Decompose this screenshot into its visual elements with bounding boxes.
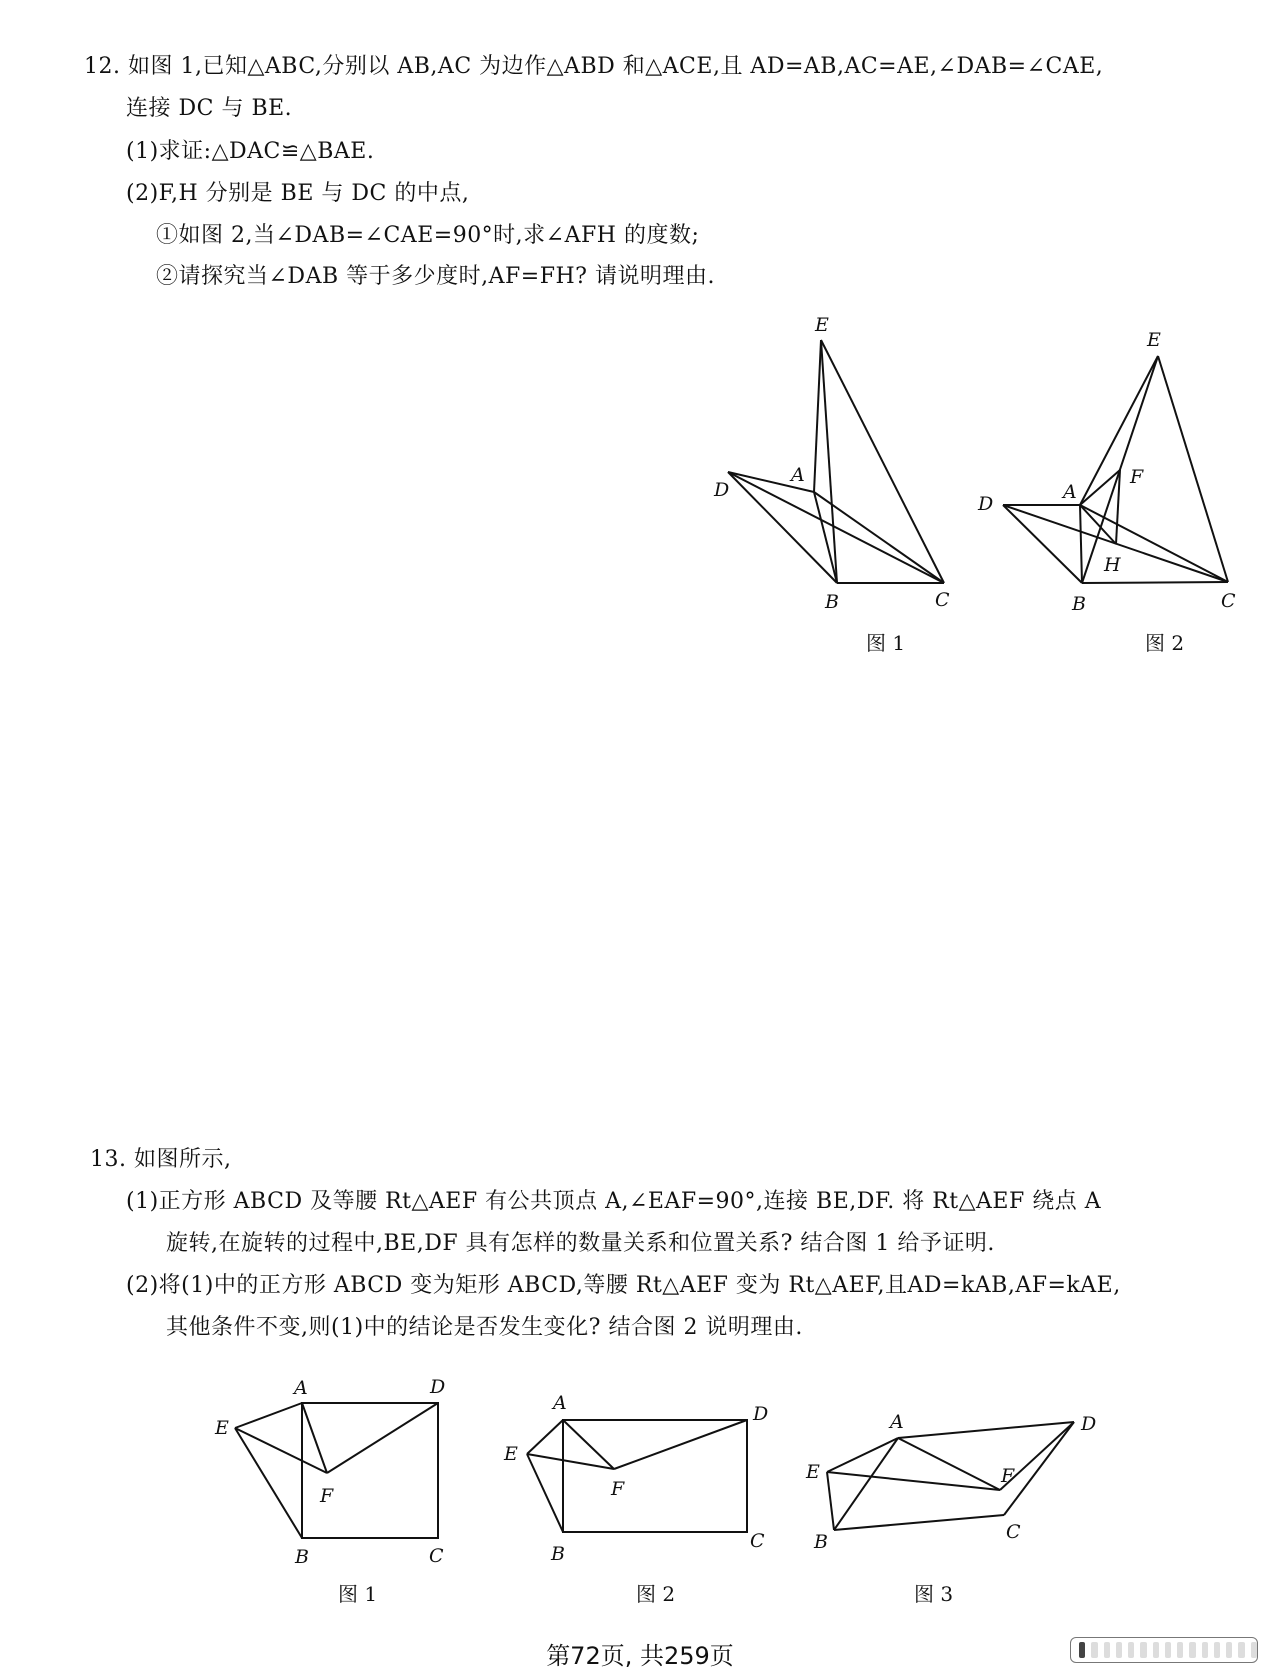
label-D: D xyxy=(1081,1413,1097,1435)
segment-EF xyxy=(827,1472,1000,1490)
label-B: B xyxy=(814,1531,828,1553)
q12-part2-sub1: ①如图 2,当∠DAB=∠CAE=90°时,求∠AFH 的度数; xyxy=(156,223,700,248)
segment-EB xyxy=(821,340,837,583)
segment-AB xyxy=(1080,505,1082,583)
segment-DB xyxy=(728,472,837,583)
segment-FD xyxy=(327,1403,438,1473)
label-F: F xyxy=(1130,466,1144,488)
q12-part2-sub2: ②请探究当∠DAB 等于多少度时,AF=FH? 请说明理由. xyxy=(156,264,715,289)
q12-stem-line1: 12. 如图 1,已知△ABC,分别以 AB,AC 为边作△ABD 和△ACE,且 AD=AB,AC=AE,∠DAB=∠CAE, xyxy=(84,54,1104,79)
label-H: H xyxy=(1104,554,1121,576)
q13-figure-3-caption: 图 3 xyxy=(914,1582,954,1606)
segment-EB xyxy=(527,1454,563,1532)
q13-figure-1-caption: 图 1 xyxy=(338,1582,378,1606)
label-F: F xyxy=(1001,1465,1015,1487)
label-B: B xyxy=(825,591,839,613)
segment-EB xyxy=(1082,356,1158,583)
segment-DB xyxy=(1003,505,1082,583)
q13-figure-2 xyxy=(505,1390,775,1570)
q12-figure-1-caption: 图 1 xyxy=(866,631,906,655)
segment-FD xyxy=(614,1420,747,1469)
q13-figure-1 xyxy=(210,1375,460,1575)
label-E: E xyxy=(504,1443,518,1465)
label-A: A xyxy=(553,1392,567,1414)
segment-AC xyxy=(1080,505,1228,582)
label-A: A xyxy=(791,464,805,486)
label-C: C xyxy=(429,1545,444,1567)
label-C: C xyxy=(935,589,950,611)
label-A: A xyxy=(1063,481,1077,503)
label-D: D xyxy=(978,493,994,515)
segment-EA xyxy=(235,1403,302,1428)
q12-part2: (2)F,H 分别是 BE 与 DC 的中点, xyxy=(126,181,470,206)
label-B: B xyxy=(551,1543,565,1565)
q12-stem-line2: 连接 DC 与 BE. xyxy=(126,96,293,121)
segment-BC xyxy=(834,1515,1004,1530)
segment-CD xyxy=(1004,1422,1074,1515)
view-toggle-strip[interactable] xyxy=(1070,1637,1258,1663)
label-C: C xyxy=(1006,1521,1021,1543)
segment-EA xyxy=(527,1420,563,1454)
q12-figure-2-caption: 图 2 xyxy=(1145,631,1185,655)
label-E: E xyxy=(815,314,829,336)
q13-figure-3 xyxy=(805,1410,1105,1575)
segment-AD xyxy=(898,1422,1074,1438)
label-F: F xyxy=(320,1485,334,1507)
segment-EC xyxy=(1158,356,1228,582)
q13-figure-2-caption: 图 2 xyxy=(636,1582,676,1606)
segment-EA xyxy=(814,340,821,492)
label-D: D xyxy=(714,479,730,501)
label-D: D xyxy=(430,1376,446,1398)
label-A: A xyxy=(890,1411,904,1433)
label-C: C xyxy=(1221,590,1236,612)
q12-part1: (1)求证:△DAC≌△BAE. xyxy=(126,139,375,164)
segment-BC xyxy=(1082,582,1228,583)
q13-part1-line2: 旋转,在旋转的过程中,BE,DF 具有怎样的数量关系和位置关系? 结合图 1 给予证明. xyxy=(166,1231,995,1256)
segment-AF xyxy=(898,1438,1000,1490)
q13-part1-line1: (1)正方形 ABCD 及等腰 Rt△AEF 有公共顶点 A,∠EAF=90°,连接 BE,DF. 将 Rt△AEF 绕点 A xyxy=(126,1189,1102,1214)
q13-part2-line2: 其他条件不变,则(1)中的结论是否发生变化? 结合图 2 说明理由. xyxy=(166,1315,803,1340)
q13-part2-line1: (2)将(1)中的正方形 ABCD 变为矩形 ABCD,等腰 Rt△AEF 变为 Rt△AEF,且AD=kAB,AF=kAE, xyxy=(126,1273,1121,1298)
label-E: E xyxy=(1147,329,1161,351)
page-number: 第72页, 共259页 xyxy=(546,1642,734,1670)
label-A: A xyxy=(294,1377,308,1399)
label-D: D xyxy=(753,1403,769,1425)
label-C: C xyxy=(750,1530,765,1552)
q12-figure-2 xyxy=(975,325,1245,625)
label-B: B xyxy=(295,1546,309,1568)
label-F: F xyxy=(611,1478,625,1500)
segment-EC xyxy=(821,340,944,583)
rect-ABCD xyxy=(563,1420,747,1532)
label-E: E xyxy=(806,1461,820,1483)
segment-EB xyxy=(827,1472,834,1530)
q13-stem-line1: 13. 如图所示, xyxy=(90,1147,232,1172)
q12-figure-1 xyxy=(700,305,960,635)
label-E: E xyxy=(215,1417,229,1439)
label-B: B xyxy=(1072,593,1086,615)
segment-AB xyxy=(834,1438,898,1530)
